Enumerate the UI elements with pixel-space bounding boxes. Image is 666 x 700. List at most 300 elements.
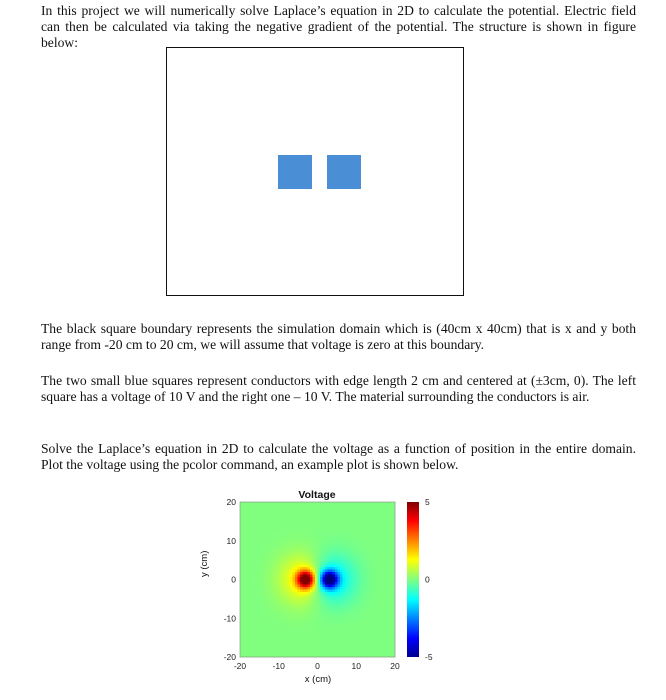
heatmap-cell [270, 520, 273, 523]
heatmap-cell [308, 515, 311, 518]
heatmap-cell [338, 635, 341, 638]
heatmap-cell [260, 570, 263, 573]
heatmap-cell [285, 540, 288, 543]
heatmap-cell [298, 590, 301, 593]
heatmap-cell [390, 630, 393, 633]
heatmap-cell [268, 507, 271, 510]
heatmap-cell [355, 627, 358, 630]
heatmap-cell [280, 652, 283, 655]
heatmap-cell [320, 632, 323, 635]
heatmap-cell [385, 592, 388, 595]
heatmap-cell [383, 532, 386, 535]
heatmap-cell [275, 577, 278, 580]
heatmap-cell [258, 532, 261, 535]
heatmap-cell [328, 627, 331, 630]
heatmap-cell [380, 635, 383, 638]
heatmap-cell [315, 597, 318, 600]
heatmap-cell [318, 507, 321, 510]
heatmap-cell [318, 537, 321, 540]
heatmap-cell [293, 552, 296, 555]
heatmap-cell [245, 620, 248, 623]
heatmap-cell [275, 575, 278, 578]
heatmap-cell [323, 577, 326, 580]
heatmap-cell [380, 545, 383, 548]
heatmap-cell [305, 552, 308, 555]
heatmap-cell [250, 502, 253, 505]
heatmap-cell [328, 575, 331, 578]
heatmap-cell [250, 642, 253, 645]
heatmap-cell [285, 567, 288, 570]
heatmap-cell [300, 635, 303, 638]
heatmap-cell [380, 645, 383, 648]
heatmap-cell [308, 525, 311, 528]
heatmap-cell [365, 562, 368, 565]
heatmap-cell [278, 515, 281, 518]
heatmap-cell [285, 630, 288, 633]
heatmap-cell [365, 650, 368, 653]
heatmap-cell [295, 532, 298, 535]
heatmap-cell [380, 625, 383, 628]
heatmap-cell [318, 650, 321, 653]
heatmap-cell [268, 562, 271, 565]
heatmap-cell [270, 507, 273, 510]
heatmap-cell [258, 527, 261, 530]
heatmap-cell [288, 605, 291, 608]
heatmap-cell [340, 645, 343, 648]
heatmap-cell [310, 585, 313, 588]
heatmap-cell [343, 612, 346, 615]
heatmap-cell [250, 572, 253, 575]
heatmap-cell [280, 565, 283, 568]
heatmap-cell [390, 535, 393, 538]
heatmap-cell [293, 535, 296, 538]
heatmap-cell [348, 640, 351, 643]
heatmap-cell [248, 562, 251, 565]
heatmap-cell [348, 575, 351, 578]
heatmap-cell [263, 572, 266, 575]
heatmap-cell [345, 522, 348, 525]
heatmap-cell [295, 510, 298, 513]
heatmap-cell [318, 575, 321, 578]
heatmap-cell [380, 607, 383, 610]
heatmap-cell [290, 615, 293, 618]
heatmap-cell [245, 535, 248, 538]
heatmap-cell [368, 610, 371, 613]
heatmap-cell [335, 617, 338, 620]
heatmap-cell [385, 627, 388, 630]
heatmap-cell [260, 592, 263, 595]
heatmap-cell [293, 567, 296, 570]
heatmap-cell [320, 512, 323, 515]
heatmap-cell [265, 652, 268, 655]
heatmap-cell [373, 647, 376, 650]
heatmap-cell [265, 530, 268, 533]
heatmap-cell [358, 520, 361, 523]
heatmap-cell [270, 557, 273, 560]
heatmap-cell [295, 605, 298, 608]
heatmap-cell [328, 537, 331, 540]
heatmap-cell [355, 560, 358, 563]
heatmap-cell [305, 627, 308, 630]
heatmap-cell [253, 645, 256, 648]
heatmap-cell [293, 622, 296, 625]
heatmap-cell [355, 607, 358, 610]
heatmap-cell [385, 522, 388, 525]
heatmap-cell [253, 505, 256, 508]
heatmap-cell [283, 610, 286, 613]
heatmap-cell [275, 607, 278, 610]
heatmap-cell [293, 620, 296, 623]
heatmap-cell [325, 630, 328, 633]
heatmap-cell [343, 595, 346, 598]
heatmap-cell [265, 520, 268, 523]
heatmap-cell [328, 540, 331, 543]
heatmap-cell [303, 612, 306, 615]
heatmap-cell [370, 552, 373, 555]
heatmap-cell [355, 612, 358, 615]
heatmap-cell [300, 537, 303, 540]
heatmap-cell [390, 632, 393, 635]
heatmap-cell [270, 605, 273, 608]
heatmap-cell [298, 627, 301, 630]
heatmap-cell [283, 542, 286, 545]
heatmap-cell [288, 637, 291, 640]
heatmap-cell [370, 635, 373, 638]
heatmap-cell [328, 565, 331, 568]
heatmap-cell [343, 512, 346, 515]
heatmap-cell [363, 607, 366, 610]
heatmap-cell [338, 507, 341, 510]
heatmap-cell [348, 555, 351, 558]
heatmap-cell [330, 530, 333, 533]
heatmap-cell [373, 645, 376, 648]
heatmap-cell [293, 555, 296, 558]
heatmap-cell [375, 615, 378, 618]
heatmap-cell [323, 542, 326, 545]
heatmap-cell [260, 597, 263, 600]
heatmap-cell [355, 517, 358, 520]
heatmap-cell [260, 555, 263, 558]
heatmap-cell [253, 552, 256, 555]
heatmap-cell [355, 545, 358, 548]
heatmap-cell [368, 627, 371, 630]
heatmap-cell [300, 582, 303, 585]
heatmap-cell [300, 542, 303, 545]
heatmap-cell [253, 567, 256, 570]
heatmap-cell [320, 550, 323, 553]
heatmap-cell [333, 620, 336, 623]
heatmap-cell [250, 615, 253, 618]
heatmap-cell [383, 572, 386, 575]
heatmap-cell [290, 525, 293, 528]
heatmap-cell [380, 570, 383, 573]
heatmap-cell [338, 582, 341, 585]
heatmap-cell [263, 602, 266, 605]
heatmap-cell [265, 505, 268, 508]
heatmap-cell [263, 537, 266, 540]
heatmap-cell [368, 512, 371, 515]
heatmap-cell [323, 530, 326, 533]
heatmap-cell [295, 647, 298, 650]
heatmap-cell [298, 537, 301, 540]
heatmap-cell [273, 637, 276, 640]
heatmap-cell [283, 600, 286, 603]
heatmap-cell [245, 567, 248, 570]
heatmap-cell [303, 647, 306, 650]
heatmap-cell [350, 605, 353, 608]
heatmap-cell [295, 587, 298, 590]
heatmap-cell [383, 557, 386, 560]
heatmap-cell [290, 582, 293, 585]
heatmap-cell [353, 645, 356, 648]
heatmap-cell [313, 512, 316, 515]
heatmap-cell [343, 592, 346, 595]
heatmap-cell [260, 640, 263, 643]
heatmap-cell [273, 597, 276, 600]
heatmap-cell [375, 557, 378, 560]
heatmap-cell [290, 605, 293, 608]
heatmap-cell [343, 635, 346, 638]
heatmap-cell [333, 540, 336, 543]
heatmap-cell [308, 522, 311, 525]
heatmap-cell [253, 650, 256, 653]
heatmap-cell [315, 600, 318, 603]
heatmap-cell [278, 572, 281, 575]
heatmap-cell [273, 567, 276, 570]
heatmap-cell [383, 637, 386, 640]
heatmap-cell [333, 650, 336, 653]
heatmap-cell [330, 550, 333, 553]
heatmap-cell [335, 645, 338, 648]
heatmap-cell [363, 597, 366, 600]
heatmap-cell [313, 620, 316, 623]
heatmap-cell [385, 635, 388, 638]
heatmap-cell [310, 600, 313, 603]
heatmap-cell [335, 580, 338, 583]
heatmap-cell [340, 522, 343, 525]
heatmap-cell [258, 632, 261, 635]
heatmap-cell [310, 517, 313, 520]
heatmap-cell [278, 550, 281, 553]
heatmap-cell [373, 542, 376, 545]
heatmap-cell [298, 625, 301, 628]
heatmap-cell [280, 550, 283, 553]
heatmap-cell [318, 572, 321, 575]
heatmap-cell [268, 515, 271, 518]
heatmap-cell [348, 552, 351, 555]
heatmap-cell [385, 605, 388, 608]
heatmap-cell [385, 530, 388, 533]
heatmap-cell [253, 502, 256, 505]
heatmap-cell [390, 515, 393, 518]
heatmap-cell [263, 632, 266, 635]
heatmap-cell [275, 570, 278, 573]
heatmap-cell [298, 572, 301, 575]
heatmap-cell [245, 512, 248, 515]
heatmap-cell [258, 580, 261, 583]
heatmap-cell [340, 530, 343, 533]
heatmap-cell [318, 582, 321, 585]
heatmap-cell [343, 585, 346, 588]
heatmap-cell [330, 605, 333, 608]
heatmap-cell [240, 600, 243, 603]
heatmap-cell [295, 540, 298, 543]
heatmap-cell [318, 525, 321, 528]
heatmap-cell [388, 560, 391, 563]
heatmap-cell [360, 547, 363, 550]
heatmap-cell [303, 510, 306, 513]
heatmap-cell [253, 530, 256, 533]
heatmap-cell [390, 642, 393, 645]
heatmap-cell [368, 592, 371, 595]
heatmap-cell [320, 517, 323, 520]
heatmap-cell [298, 607, 301, 610]
heatmap-cell [273, 612, 276, 615]
heatmap-cell [280, 510, 283, 513]
heatmap-cell [335, 567, 338, 570]
heatmap-cell [293, 547, 296, 550]
heatmap-cell [390, 585, 393, 588]
heatmap-cell [260, 572, 263, 575]
heatmap-cell [278, 607, 281, 610]
heatmap-cell [240, 527, 243, 530]
heatmap-cell [328, 527, 331, 530]
heatmap-cell [295, 600, 298, 603]
heatmap-cell [278, 610, 281, 613]
heatmap-cell [320, 515, 323, 518]
heatmap-cell [348, 505, 351, 508]
heatmap-cell [330, 652, 333, 655]
heatmap-cell [315, 637, 318, 640]
heatmap-cell [270, 577, 273, 580]
heatmap-cell [318, 552, 321, 555]
heatmap-cell [365, 602, 368, 605]
heatmap-cell [353, 592, 356, 595]
y-tick-label: 0 [231, 574, 236, 585]
heatmap-cell [283, 517, 286, 520]
heatmap-cell [388, 550, 391, 553]
heatmap-cell [290, 647, 293, 650]
heatmap-cell [325, 605, 328, 608]
heatmap-cell [305, 562, 308, 565]
heatmap-cell [388, 650, 391, 653]
heatmap-cell [378, 532, 381, 535]
heatmap-cell [390, 600, 393, 603]
heatmap-cell [288, 522, 291, 525]
heatmap-cell [385, 622, 388, 625]
heatmap-cell [278, 650, 281, 653]
heatmap-cell [328, 532, 331, 535]
heatmap-cell [370, 645, 373, 648]
heatmap-cell [358, 512, 361, 515]
heatmap-cell [348, 572, 351, 575]
heatmap-cell [305, 642, 308, 645]
heatmap-cell [350, 617, 353, 620]
heatmap-cell [338, 575, 341, 578]
heatmap-cell [288, 647, 291, 650]
heatmap-cell [278, 505, 281, 508]
heatmap-cell [273, 545, 276, 548]
heatmap-cell [298, 592, 301, 595]
heatmap-cell [290, 540, 293, 543]
heatmap-cell [298, 530, 301, 533]
heatmap-cell [383, 640, 386, 643]
heatmap-cell [283, 585, 286, 588]
heatmap-cell [360, 537, 363, 540]
heatmap-cell [325, 525, 328, 528]
heatmap-cell [288, 630, 291, 633]
heatmap-cell [323, 570, 326, 573]
heatmap-cell [368, 577, 371, 580]
heatmap-cell [290, 632, 293, 635]
heatmap-cell [290, 625, 293, 628]
heatmap-cell [283, 557, 286, 560]
heatmap-cell [360, 572, 363, 575]
heatmap-cell [345, 635, 348, 638]
heatmap-cell [350, 550, 353, 553]
heatmap-cell [385, 520, 388, 523]
heatmap-cell [338, 632, 341, 635]
heatmap-cell [285, 512, 288, 515]
heatmap-cell [350, 510, 353, 513]
heatmap-cell [243, 597, 246, 600]
heatmap-cell [375, 572, 378, 575]
heatmap-cell [270, 540, 273, 543]
heatmap-cell [280, 575, 283, 578]
heatmap-cell [290, 565, 293, 568]
heatmap-cell [310, 532, 313, 535]
heatmap-cell [330, 640, 333, 643]
heatmap-cell [360, 582, 363, 585]
heatmap-cell [240, 642, 243, 645]
heatmap-cell [255, 595, 258, 598]
heatmap-cell [245, 630, 248, 633]
heatmap-cell [310, 565, 313, 568]
heatmap-cell [348, 647, 351, 650]
heatmap-cell [348, 622, 351, 625]
heatmap-cell [245, 515, 248, 518]
heatmap-cell [248, 620, 251, 623]
heatmap-cell [330, 525, 333, 528]
heatmap-cell [340, 617, 343, 620]
heatmap-cell [335, 552, 338, 555]
heatmap-cell [290, 645, 293, 648]
heatmap-cell [350, 622, 353, 625]
heatmap-cell [288, 572, 291, 575]
heatmap-cell [243, 530, 246, 533]
heatmap-cell [308, 510, 311, 513]
heatmap-cell [370, 615, 373, 618]
heatmap-cell [255, 577, 258, 580]
heatmap-cell [373, 560, 376, 563]
heatmap-cell [335, 555, 338, 558]
heatmap-cell [255, 575, 258, 578]
heatmap-cell [270, 570, 273, 573]
heatmap-cell [343, 542, 346, 545]
heatmap-cell [373, 607, 376, 610]
heatmap-cell [360, 527, 363, 530]
heatmap-cell [365, 617, 368, 620]
heatmap-cell [343, 535, 346, 538]
heatmap-cell [273, 615, 276, 618]
heatmap-cell [305, 512, 308, 515]
heatmap-cell [368, 515, 371, 518]
heatmap-cell [285, 585, 288, 588]
heatmap-cell [258, 555, 261, 558]
heatmap-cell [288, 552, 291, 555]
heatmap-cell [350, 637, 353, 640]
heatmap-cell [313, 515, 316, 518]
